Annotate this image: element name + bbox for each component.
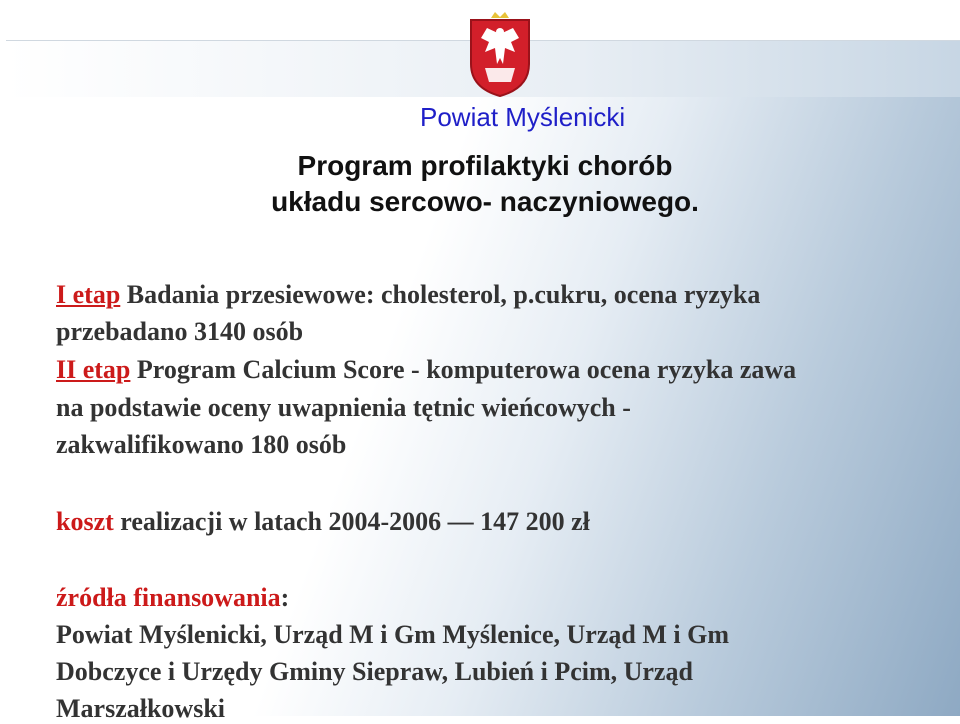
- stage2-text: Program Calcium Score - komputerowa ocena ryzyka zawa: [130, 355, 797, 384]
- funding-line3: Marszałkowski: [56, 694, 225, 723]
- program-title-line2: układu sercowo- naczyniowego.: [271, 186, 699, 217]
- funding-label: źródła finansowania: [56, 583, 281, 612]
- funding-colon: :: [280, 583, 290, 612]
- program-title: [190, 148, 780, 220]
- cost-text: realizacji w latach 2004-2006 — 147 200 zł: [113, 507, 590, 536]
- stage1-label: I etap: [56, 280, 121, 309]
- stage2-line3: zakwalifikowano 180 osób: [56, 430, 347, 459]
- cost-line: [56, 507, 590, 537]
- stage1-line1: [56, 280, 760, 310]
- organization-name: Powiat Myślenicki: [420, 102, 626, 132]
- program-title-line1: Program profilaktyki chorób: [297, 150, 673, 181]
- stage2-line2: na podstawie oceny uwapnienia tętnic wieńcowych -: [56, 393, 631, 422]
- cost-label: koszt: [56, 507, 114, 536]
- funding-line2: Dobczyce i Urzędy Gminy Siepraw, Lubień i Pcim, Urząd: [56, 657, 693, 686]
- coat-of-arms-icon: [467, 12, 533, 98]
- funding-heading: [56, 583, 289, 613]
- funding-line1: Powiat Myślenicki, Urząd M i Gm Myślenice, Urząd M i Gm: [56, 620, 729, 649]
- stage2-line1: [56, 355, 796, 385]
- stage2-label: II etap: [56, 355, 131, 384]
- stage1-text: Badania przesiewowe: cholesterol, p.cukru, ocena ryzyka: [120, 280, 761, 309]
- stage1-line2: przebadano 3140 osób: [56, 317, 304, 346]
